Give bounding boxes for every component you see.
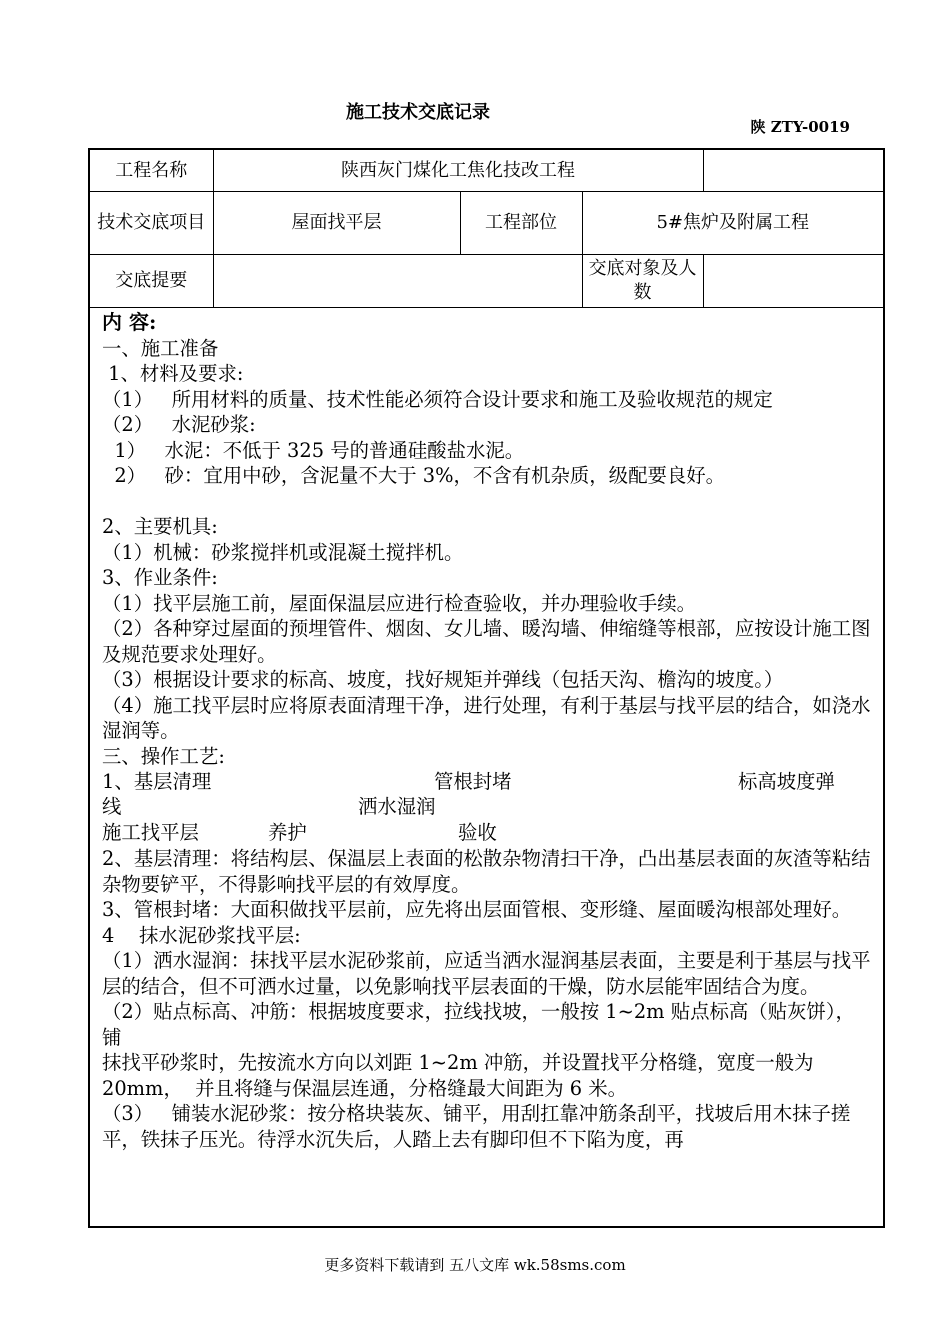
content-line: （1）找平层施工前，屋面保温层应进行检查验收，并办理验收手续。: [102, 591, 697, 615]
summary-label: 交底提要: [90, 255, 213, 308]
header-table: [90, 150, 883, 308]
target-label: 交底对象及人数: [582, 255, 703, 308]
flow-step-7: 验收: [458, 821, 497, 844]
footer-note: 更多资料下载请到 五八文库 wk.58sms.com: [324, 1256, 626, 1274]
item-value: 屋面找平层: [213, 192, 460, 255]
item-label: 技术交底项目: [90, 192, 213, 255]
content-line: 1） 水泥：不低于 325 号的普通硅酸盐水泥。: [102, 438, 525, 462]
content-section-a: [102, 336, 871, 770]
content-line: 抹找平砂浆时，先按流水方向以刘距 1~2m 冲筋，并设置找平分格缝，宽度一般为 20mm， 并且将缝与保温层连通，分格缝最大间距为 6 米。: [102, 1051, 820, 1100]
process-flow: [102, 769, 871, 846]
content-line: 3、作业条件:: [102, 566, 218, 589]
flow-step-3: 标高坡度弹: [738, 770, 835, 793]
content-section-b: [102, 846, 871, 1152]
project-name-value: 陕西灰门煤化工焦化技改工程: [213, 150, 703, 192]
content-line: 2、基层清理：将结构层、保温层上表面的松散杂物清扫干净，凸出基层表面的灰渣等粘结杂物要铲平，不得影响找平层的有效厚度。: [102, 847, 871, 896]
record-form: [88, 148, 885, 1228]
content-line: （3） 铺装水泥砂浆：按分格块装灰、铺平，用刮扛靠冲筋条刮平，找坡后用木抹子搓平，铁抹子压光。待浮水沉失后，人踏上去有脚印但不下陷为度，再: [102, 1102, 851, 1151]
content-line: （2）各种穿过屋面的预埋管件、烟囱、女儿墙、暖沟墙、伸缩缝等根部，应按设计施工图及规范要求处理好。: [102, 617, 871, 666]
flow-step-1: 1、基层清理: [102, 770, 212, 793]
content-line: （4）施工找平层时应将原表面清理干净，进行处理，有利于基层与找平层的结合，如浇水湿润等。: [102, 693, 871, 742]
content-line: 1、材料及要求:: [102, 362, 244, 385]
flow-step-5: 施工找平层: [102, 821, 199, 844]
content-line: （1）机械：砂浆搅拌机或混凝土搅拌机。: [102, 540, 464, 564]
flow-step-4: 洒水湿润: [358, 795, 436, 818]
flow-step-2: 管根封堵: [434, 770, 512, 793]
content-line: （1）洒水湿润：抹找平层水泥砂浆前，应适当洒水湿润基层表面，主要是利于基层与找平层的结合，但不可洒水过量，以免影响找平层表面的干燥，防水层能牢固结合为度。: [102, 949, 871, 998]
content-line: [102, 489, 871, 515]
content-line: （3）根据设计要求的标高、坡度，找好规矩并弹线（包括天沟、檐沟的坡度。）: [102, 668, 784, 691]
part-value: 5#焦炉及附属工程: [582, 192, 883, 255]
document-code: 陕 ZTY-0019: [750, 118, 850, 136]
content-line: （2） 水泥砂浆:: [102, 413, 256, 436]
content-line: 2） 砂：宜用中砂，含泥量不大于 3%，不含有机杂质，级配要良好。: [102, 464, 726, 487]
summary-value: [213, 255, 582, 308]
content-line: （1） 所用材料的质量、技术性能必须符合设计要求和施工及验收规范的规定: [102, 387, 773, 411]
flow-step-6: 养护: [268, 821, 307, 844]
project-name-label: 工程名称: [90, 150, 213, 192]
document-title: 施工技术交底记录: [346, 102, 490, 123]
content-line: 4 抹水泥砂浆找平层:: [102, 923, 301, 947]
content-line: 3、管根封堵：大面积做找平层前，应先将出层面管根、变形缝、屋面暖沟根部处理好。: [102, 898, 852, 921]
part-label: 工程部位: [460, 192, 582, 255]
target-value: [703, 255, 883, 308]
content-line: 一、施工准备: [102, 336, 219, 360]
flow-step-3-cont: 线: [102, 795, 122, 818]
content-body: [90, 308, 883, 1152]
content-line: 2、主要机具:: [102, 515, 218, 538]
content-line: 三、操作工艺:: [102, 744, 225, 768]
content-line: （2）贴点标高、冲筋：根据坡度要求，拉线找坡，一般按 1~2m 贴点标高（贴灰饼），铺: [102, 1000, 855, 1049]
content-heading: 内 容:: [102, 310, 157, 334]
